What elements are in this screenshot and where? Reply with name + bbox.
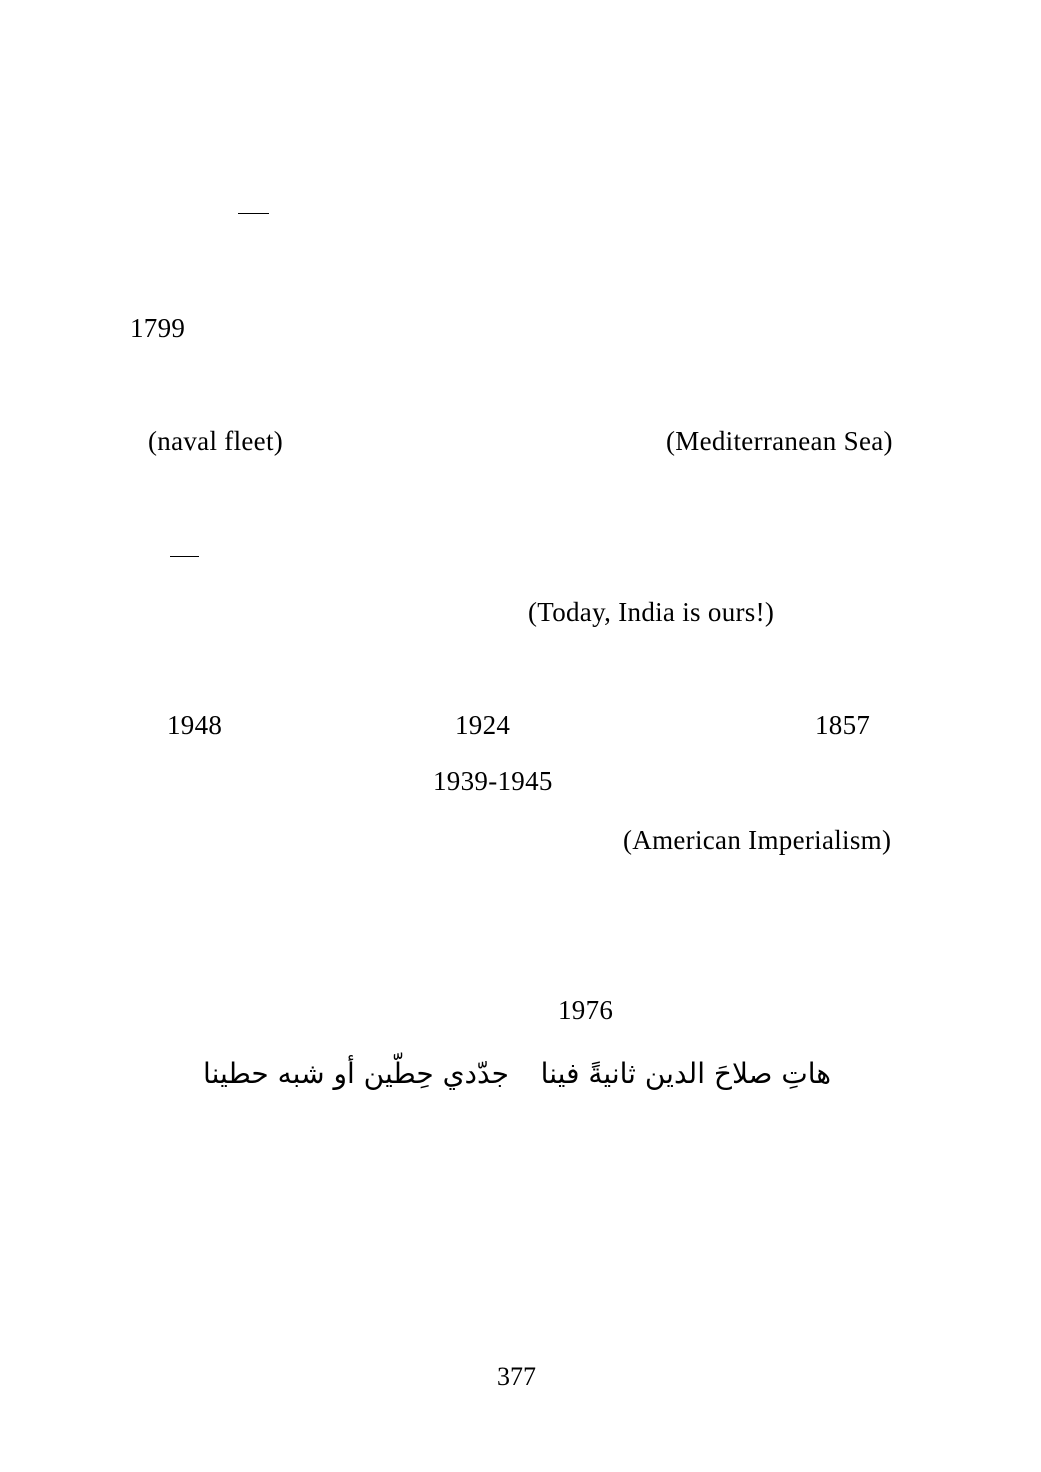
mediterranean-sea-gloss: (Mediterranean Sea) bbox=[666, 426, 893, 456]
year-1948: 1948 bbox=[167, 710, 223, 740]
year-1976: 1976 bbox=[558, 995, 614, 1025]
year-1799: 1799 bbox=[130, 313, 186, 343]
naval-fleet-gloss: (naval fleet) bbox=[148, 426, 284, 456]
year-1857: 1857 bbox=[815, 710, 871, 740]
years-1939-1945: 1939-1945 bbox=[433, 766, 553, 796]
page-number: 377 bbox=[497, 1362, 536, 1391]
em-dash-middle bbox=[170, 556, 199, 557]
em-dash-top bbox=[238, 213, 269, 214]
today-india-quote: (Today, India is ours!) bbox=[528, 597, 775, 627]
poem-first-hemistich: هاتِ صلاحَ الدين ثانيةً فينا bbox=[540, 1057, 831, 1090]
year-1924: 1924 bbox=[455, 710, 511, 740]
poem-second-hemistich: جدّدي حِطّين أو شبه حطينا bbox=[203, 1057, 509, 1090]
american-imperialism-gloss: (American Imperialism) bbox=[623, 825, 892, 855]
